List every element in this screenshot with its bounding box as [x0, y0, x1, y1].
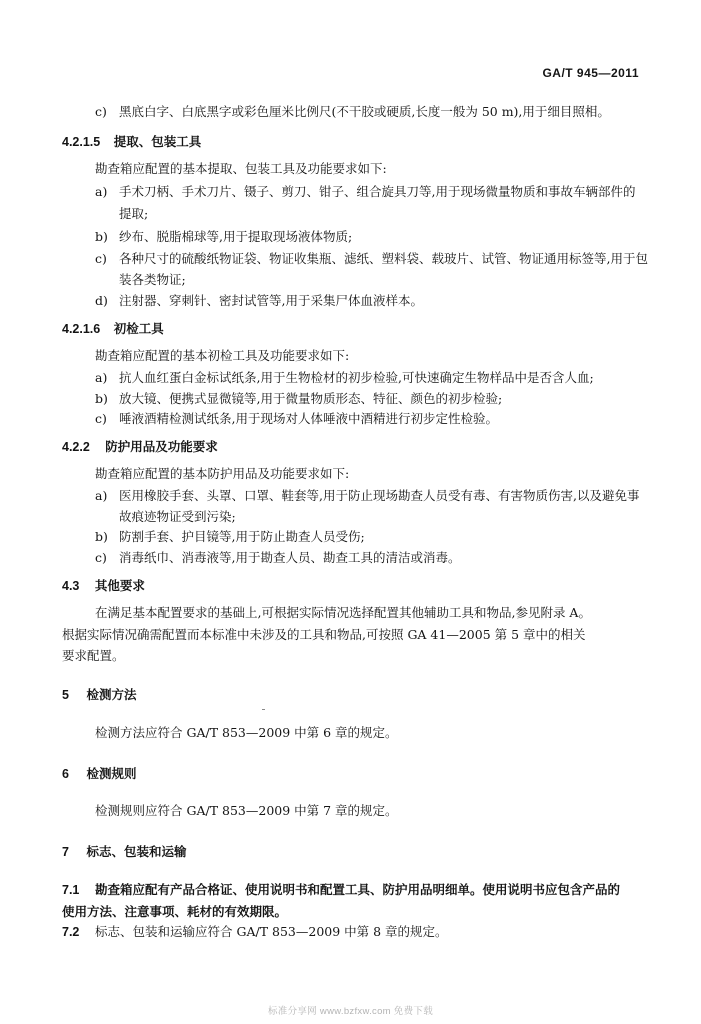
section-heading-4-2-2: [62, 439, 218, 455]
section-heading-4-2-1-6: [62, 321, 164, 337]
paragraph-line: 勘查箱应配有产品合格证、使用说明书和配置工具、防护用品明细单。使用说明书应包含产品的: [95, 882, 621, 897]
item-text: 抗人血红蛋白金标试纸条,用于生物检材的初步检验,可快速确定生物样品中是否含人血;: [119, 370, 594, 385]
scan-speck: [262, 709, 265, 710]
item-text: 注射器、穿刺针、密封试管等,用于采集尸体血液样本。: [119, 293, 423, 308]
item-label: c): [95, 251, 107, 266]
paragraph-line: 检测方法应符合 GA/T 853—2009 中第 6 章的规定。: [95, 725, 398, 740]
section-heading-5: [62, 687, 136, 703]
item-label: a): [95, 184, 108, 199]
section-title: 检测规则: [86, 767, 137, 781]
item-label: a): [95, 370, 108, 385]
paragraph-line: 要求配置。: [62, 648, 125, 663]
item-text: 黑底白字、白底黑字或彩色厘米比例尺(不干胶或硬质,长度一般为 50 m),用于细目照相。: [119, 104, 610, 119]
section-heading-6: [62, 766, 136, 782]
section-title: 初检工具: [113, 322, 164, 336]
item-label: b): [95, 391, 108, 406]
paragraph-line: 使用方法、注意事项、耗材的有效期限。: [62, 904, 288, 919]
section-number: 7: [62, 845, 69, 859]
paragraph-line: 标志、包装和运输应符合 GA/T 853—2009 中第 8 章的规定。: [95, 924, 448, 939]
section-number: 6: [62, 767, 69, 781]
item-text: 消毒纸巾、消毒液等,用于勘查人员、勘查工具的清洁或消毒。: [119, 550, 461, 565]
item-label: d): [95, 293, 108, 308]
item-text-cont: 故痕迹物证受到污染;: [119, 509, 236, 524]
paragraph-line: 在满足基本配置要求的基础上,可根据实际情况选择配置其他辅助工具和物品,参见附录 A。: [95, 605, 591, 620]
section-heading-4-3: [62, 578, 145, 594]
item-text-cont: 提取;: [119, 206, 149, 221]
section-number: 4.2.1.5: [62, 135, 101, 149]
section-intro: 勘查箱应配置的基本初检工具及功能要求如下:: [95, 348, 350, 363]
item-label: c): [95, 550, 107, 565]
section-number: 4.2.1.6: [62, 322, 101, 336]
section-intro: 勘查箱应配置的基本防护用品及功能要求如下:: [95, 466, 350, 481]
item-text: 医用橡胶手套、头罩、口罩、鞋套等,用于防止现场勘查人员受有毒、有害物质伤害,以及避免事: [119, 488, 640, 503]
clause-number-7-2: 7.2: [62, 925, 80, 939]
item-text: 防割手套、护目镜等,用于防止勘查人员受伤;: [119, 529, 365, 544]
paragraph-line: 检测规则应符合 GA/T 853—2009 中第 7 章的规定。: [95, 803, 398, 818]
item-text: 唾液酒精检测试纸条,用于现场对人体唾液中酒精进行初步定性检验。: [119, 411, 498, 426]
section-title: 防护用品及功能要求: [105, 440, 218, 454]
section-number: 4.3: [62, 579, 80, 593]
standard-code-header: GA/T 945—2011: [542, 66, 639, 80]
paragraph-line: 根据实际情况确需配置而本标准中未涉及的工具和物品,可按照 GA 41—2005 第 5 章中的相关: [62, 627, 586, 642]
item-label: a): [95, 488, 108, 503]
item-text-cont: 装各类物证;: [119, 272, 186, 287]
section-number: 4.2.2: [62, 440, 90, 454]
section-title: 检测方法: [86, 688, 137, 702]
section-number: 5: [62, 688, 69, 702]
section-title: 其他要求: [94, 579, 145, 593]
clause-number-7-1: 7.1: [62, 883, 80, 897]
section-heading-4-2-1-5: [62, 134, 201, 150]
section-title: 提取、包装工具: [113, 135, 202, 149]
item-label: b): [95, 229, 108, 244]
section-intro: 勘查箱应配置的基本提取、包装工具及功能要求如下:: [95, 161, 387, 176]
section-title: 标志、包装和运输: [86, 845, 187, 859]
item-text: 手术刀柄、手术刀片、镊子、剪刀、钳子、组合旋具刀等,用于现场微量物质和事故车辆部件的: [119, 184, 636, 199]
item-label: b): [95, 529, 108, 544]
item-label: c): [95, 104, 107, 119]
item-label: c): [95, 411, 107, 426]
item-text: 纱布、脱脂棉球等,用于提取现场液体物质;: [119, 229, 353, 244]
section-heading-7: [62, 844, 186, 860]
watermark-footer: 标准分享网 www.bzfxw.com 免费下载: [267, 1006, 434, 1017]
item-text: 各种尺寸的硫酸纸物证袋、物证收集瓶、滤纸、塑料袋、载玻片、试管、物证通用标签等,用于包: [119, 251, 648, 266]
item-text: 放大镜、便携式显微镜等,用于微量物质形态、特征、颜色的初步检验;: [119, 391, 503, 406]
